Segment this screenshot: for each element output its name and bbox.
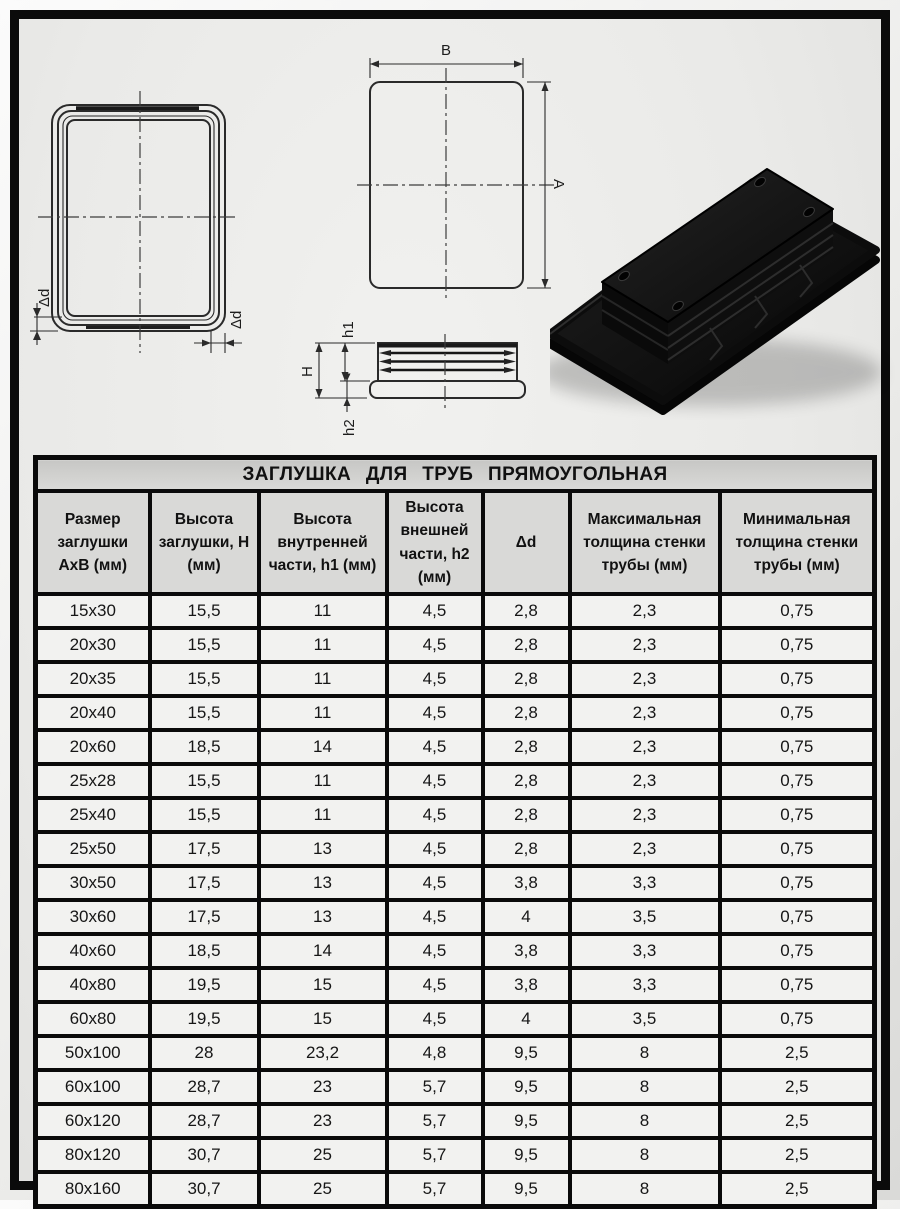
- table-cell: 30х60: [36, 900, 150, 934]
- table-cell: 13: [259, 832, 387, 866]
- table-cell: 0,75: [720, 696, 875, 730]
- table-cell: 4,5: [387, 764, 483, 798]
- table-head-rows: [36, 458, 875, 595]
- table-cell: 11: [259, 798, 387, 832]
- table-cell: 2,8: [483, 662, 570, 696]
- table-cell: 30х50: [36, 866, 150, 900]
- table-row: [36, 1138, 875, 1172]
- table-cell: 18,5: [150, 934, 259, 968]
- table-cell: 2,8: [483, 764, 570, 798]
- table-row: [36, 1002, 875, 1036]
- table-cell: 28,7: [150, 1104, 259, 1138]
- table-cell: 2,3: [570, 730, 720, 764]
- table-cell: 14: [259, 730, 387, 764]
- table-cell: 2,5: [720, 1070, 875, 1104]
- table-cell: 15,5: [150, 696, 259, 730]
- front-view-drawing: [30, 85, 245, 375]
- table-cell: 17,5: [150, 832, 259, 866]
- table-cell: 20х60: [36, 730, 150, 764]
- table-cell: 13: [259, 866, 387, 900]
- table-cell: 2,3: [570, 696, 720, 730]
- table-cell: 28,7: [150, 1070, 259, 1104]
- table-cell: 4,5: [387, 628, 483, 662]
- table-cell: 4,5: [387, 934, 483, 968]
- table-cell: 3,5: [570, 900, 720, 934]
- table-body: [36, 594, 875, 1207]
- table-cell: 4,5: [387, 594, 483, 628]
- table-cell: 15х30: [36, 594, 150, 628]
- table-cell: 3,3: [570, 866, 720, 900]
- table-cell: 9,5: [483, 1138, 570, 1172]
- table-cell: 0,75: [720, 968, 875, 1002]
- table-row: [36, 832, 875, 866]
- table-cell: 0,75: [720, 934, 875, 968]
- side-view-inner-height-label: h1: [340, 321, 357, 338]
- table-cell: 25х40: [36, 798, 150, 832]
- plan-view-drawing: [355, 40, 570, 305]
- table-cell: 11: [259, 764, 387, 798]
- table-cell: 15,5: [150, 662, 259, 696]
- table-cell: 4,5: [387, 968, 483, 1002]
- table-cell: 2,8: [483, 594, 570, 628]
- table-row: [36, 730, 875, 764]
- table-cell: 30,7: [150, 1138, 259, 1172]
- table-cell: 30,7: [150, 1172, 259, 1207]
- table-row: [36, 628, 875, 662]
- table-cell: 25: [259, 1138, 387, 1172]
- table-cell: 9,5: [483, 1104, 570, 1138]
- table-cell: 2,3: [570, 832, 720, 866]
- col-header-total-height: Высота заглушки, Н (мм): [150, 491, 259, 594]
- table-cell: 17,5: [150, 900, 259, 934]
- table-cell: 9,5: [483, 1036, 570, 1070]
- front-view-delta-left-label: Δd: [36, 288, 53, 307]
- table-cell: 0,75: [720, 628, 875, 662]
- table-cell: 25х50: [36, 832, 150, 866]
- table-row: [36, 662, 875, 696]
- table-title-row: [36, 458, 875, 492]
- table-cell: 4,5: [387, 900, 483, 934]
- table-cell: 23: [259, 1104, 387, 1138]
- table-cell: 40х80: [36, 968, 150, 1002]
- side-view-outer-height-label: h2: [341, 419, 358, 436]
- col-header-min-wall: Минимальная толщина стенки трубы (мм): [720, 491, 875, 594]
- table-row: [36, 798, 875, 832]
- table-cell: 2,3: [570, 764, 720, 798]
- col-header-outer-height: Высота внешней части, h2 (мм): [387, 491, 483, 594]
- table-cell: 2,3: [570, 628, 720, 662]
- page-frame: [10, 10, 890, 1198]
- table-cell: 50х100: [36, 1036, 150, 1070]
- table-title: ЗАГЛУШКА ДЛЯ ТРУБ ПРЯМОУГОЛЬНАЯ: [36, 458, 875, 492]
- table-cell: 13: [259, 900, 387, 934]
- table-row: [36, 594, 875, 628]
- table-cell: 0,75: [720, 730, 875, 764]
- side-view-total-height-label: H: [299, 366, 316, 377]
- table-cell: 2,3: [570, 662, 720, 696]
- table-cell: 11: [259, 628, 387, 662]
- table-cell: 60х100: [36, 1070, 150, 1104]
- table-cell: 60х120: [36, 1104, 150, 1138]
- table-row: [36, 934, 875, 968]
- table-header-row: [36, 491, 875, 594]
- table-cell: 2,8: [483, 798, 570, 832]
- plan-view-height-label: A: [550, 179, 567, 190]
- table-cell: 3,8: [483, 866, 570, 900]
- table-cell: 4: [483, 900, 570, 934]
- table-cell: 8: [570, 1104, 720, 1138]
- table-cell: 23,2: [259, 1036, 387, 1070]
- table-cell: 60х80: [36, 1002, 150, 1036]
- table-cell: 15: [259, 1002, 387, 1036]
- table-cell: 15: [259, 968, 387, 1002]
- table-cell: 0,75: [720, 764, 875, 798]
- table-cell: 3,3: [570, 968, 720, 1002]
- table-cell: 5,7: [387, 1104, 483, 1138]
- table-cell: 20х30: [36, 628, 150, 662]
- table-cell: 11: [259, 594, 387, 628]
- table-cell: 4,5: [387, 798, 483, 832]
- table-row: [36, 1172, 875, 1207]
- product-photo: [550, 100, 895, 420]
- table-cell: 0,75: [720, 594, 875, 628]
- table-row: [36, 764, 875, 798]
- table-cell: 80х160: [36, 1172, 150, 1207]
- table-cell: 15,5: [150, 594, 259, 628]
- table-cell: 4: [483, 1002, 570, 1036]
- table-cell: 8: [570, 1070, 720, 1104]
- table-cell: 4,5: [387, 1002, 483, 1036]
- table-cell: 8: [570, 1138, 720, 1172]
- table-cell: 8: [570, 1036, 720, 1070]
- col-header-inner-height: Высота внутренней части, h1 (мм): [259, 491, 387, 594]
- table-cell: 28: [150, 1036, 259, 1070]
- table-row: [36, 696, 875, 730]
- table-cell: 3,8: [483, 968, 570, 1002]
- table-cell: 40х60: [36, 934, 150, 968]
- table-cell: 0,75: [720, 1002, 875, 1036]
- table-cell: 4,5: [387, 866, 483, 900]
- table-row: [36, 1070, 875, 1104]
- table-cell: 25х28: [36, 764, 150, 798]
- table-row: [36, 900, 875, 934]
- table-cell: 4,5: [387, 730, 483, 764]
- table-cell: 9,5: [483, 1172, 570, 1207]
- table-cell: 0,75: [720, 798, 875, 832]
- table-cell: 18,5: [150, 730, 259, 764]
- table-cell: 2,8: [483, 730, 570, 764]
- table-cell: 2,3: [570, 594, 720, 628]
- table-cell: 15,5: [150, 798, 259, 832]
- table-cell: 4,5: [387, 832, 483, 866]
- table-cell: 9,5: [483, 1070, 570, 1104]
- table-cell: 15,5: [150, 764, 259, 798]
- table-cell: 2,5: [720, 1138, 875, 1172]
- table-cell: 2,8: [483, 832, 570, 866]
- table-row: [36, 1036, 875, 1070]
- table-row: [36, 968, 875, 1002]
- table-cell: 2,3: [570, 798, 720, 832]
- table-row: [36, 866, 875, 900]
- table-cell: 17,5: [150, 866, 259, 900]
- table-cell: 2,5: [720, 1104, 875, 1138]
- front-view-delta-right-label: Δd: [228, 310, 245, 329]
- table-cell: 20х40: [36, 696, 150, 730]
- table-cell: 0,75: [720, 662, 875, 696]
- plan-view-width-label: B: [440, 42, 452, 59]
- table-cell: 5,7: [387, 1138, 483, 1172]
- col-header-size: Размер заглушки АхВ (мм): [36, 491, 150, 594]
- table-cell: 23: [259, 1070, 387, 1104]
- table-cell: 2,5: [720, 1036, 875, 1070]
- table-cell: 5,7: [387, 1172, 483, 1207]
- spec-table: [33, 455, 877, 1209]
- table-cell: 19,5: [150, 968, 259, 1002]
- table-cell: 4,5: [387, 662, 483, 696]
- table-cell: 3,5: [570, 1002, 720, 1036]
- table-cell: 11: [259, 696, 387, 730]
- table-cell: 80х120: [36, 1138, 150, 1172]
- col-header-delta-d: Δd: [483, 491, 570, 594]
- table-cell: 4,8: [387, 1036, 483, 1070]
- table-cell: 19,5: [150, 1002, 259, 1036]
- table-cell: 0,75: [720, 900, 875, 934]
- table-cell: 25: [259, 1172, 387, 1207]
- table-cell: 14: [259, 934, 387, 968]
- table-cell: 4,5: [387, 696, 483, 730]
- table-cell: 3,8: [483, 934, 570, 968]
- table-cell: 20х35: [36, 662, 150, 696]
- table-cell: 2,5: [720, 1172, 875, 1207]
- table-cell: 3,3: [570, 934, 720, 968]
- table-cell: 0,75: [720, 832, 875, 866]
- table-cell: 2,8: [483, 628, 570, 662]
- table-cell: 2,8: [483, 696, 570, 730]
- table-row: [36, 1104, 875, 1138]
- col-header-max-wall: Максимальная толщина стенки трубы (мм): [570, 491, 720, 594]
- table-cell: 0,75: [720, 866, 875, 900]
- table-cell: 11: [259, 662, 387, 696]
- table-cell: 8: [570, 1172, 720, 1207]
- table-cell: 5,7: [387, 1070, 483, 1104]
- table-cell: 15,5: [150, 628, 259, 662]
- side-view-drawing: [285, 310, 540, 440]
